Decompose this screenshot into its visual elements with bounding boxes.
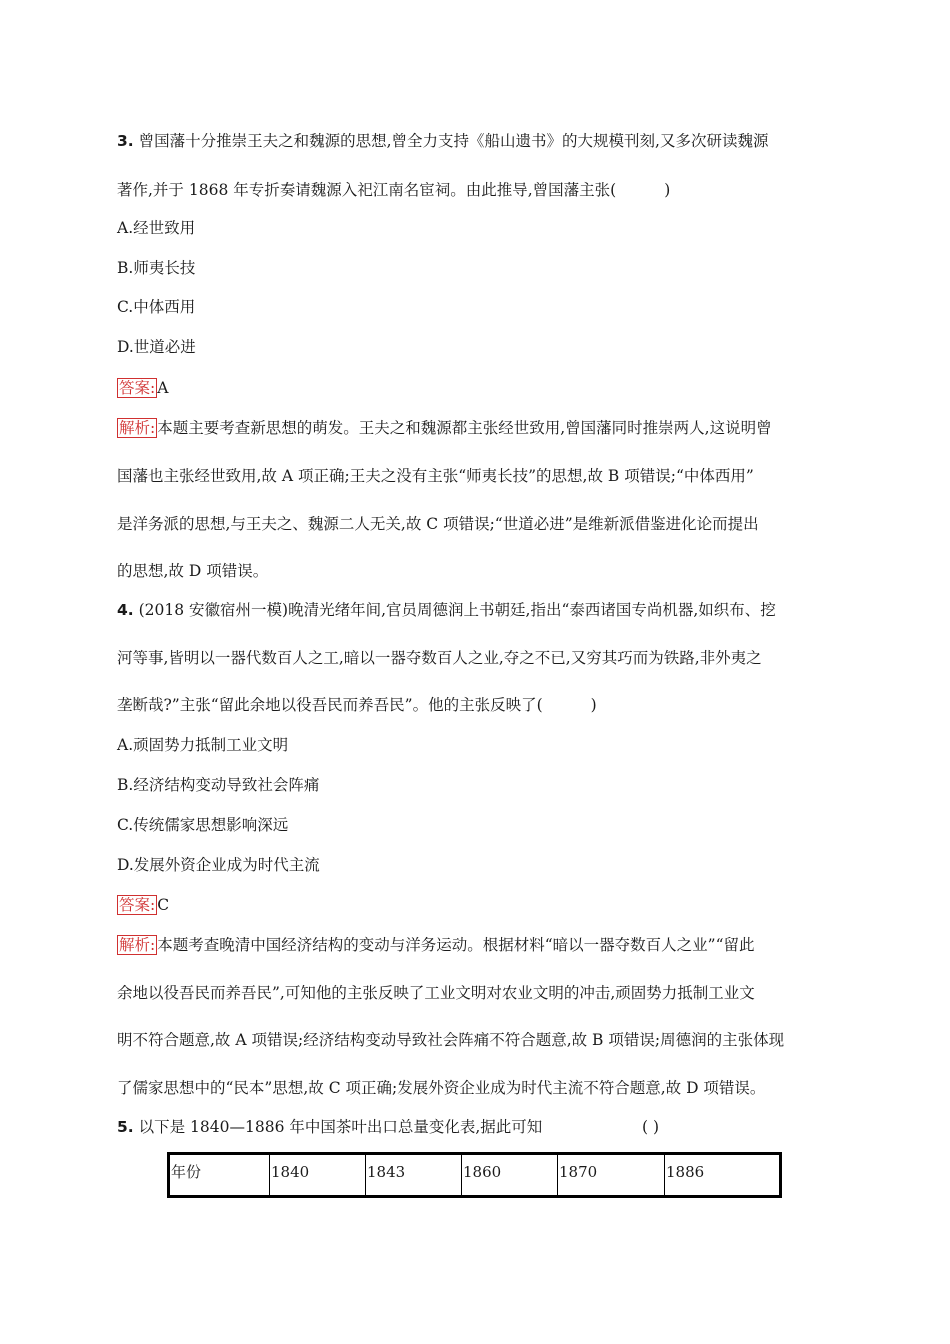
q3-analysis-label: 解析:	[119, 419, 156, 437]
q4-close-paren: )	[590, 696, 597, 714]
q4-stem-line-1	[117, 600, 776, 620]
q4-option-a: A.顽固势力抵制工业文明	[117, 736, 289, 754]
q3-analysis-line-2: 国藩也主张经世致用,故 A 项正确;王夫之没有主张“师夷长技”的思想,故 B 项错误;“中体西用”	[117, 467, 754, 485]
q3-stem-line-2	[117, 180, 670, 200]
q3-analysis-text-1: 本题主要考查新思想的萌发。王夫之和魏源都主张经世致用,曾国藩同时推崇两人,这说明曾	[157, 419, 772, 437]
q3-answer-label: 答案:	[119, 379, 156, 397]
q4-answer-label: 答案:	[119, 896, 156, 914]
q3-option-c: C.中体西用	[117, 298, 196, 316]
q5-stem-line-1	[117, 1117, 542, 1137]
q4-analysis-line-3: 明不符合题意,故 A 项错误;经济结构变动导致社会阵痛不符合题意,故 B 项错误;周德润的主张体现	[117, 1031, 785, 1049]
q4-number: 4.	[117, 601, 134, 619]
q4-option-c: C.传统儒家思想影响深远	[117, 816, 289, 834]
table-cell: 1860	[462, 1154, 558, 1197]
q4-analysis-label: 解析:	[119, 936, 156, 954]
q4-stem-line-3	[117, 695, 597, 715]
q4-stem-line-2: 河等事,皆明以一器代数百人之工,暗以一器夺数百人之业,夺之不已,又穷其巧而为铁路,非外夷之	[117, 649, 762, 667]
q4-answer-value: C	[157, 896, 170, 914]
q3-close-paren: )	[664, 181, 671, 199]
q3-stem-text-1: 曾国藩十分推崇王夫之和魏源的思想,曾全力支持《船山遗书》的大规模刊刻,又多次研读魏源	[138, 132, 769, 150]
q3-analysis-line-1	[117, 418, 772, 438]
q3-number: 3.	[117, 132, 134, 150]
q4-analysis-line-4: 了儒家思想中的“民本”思想,故 C 项正确;发展外资企业成为时代主流不符合题意,故 D 项错误。	[117, 1079, 766, 1097]
q3-option-d: D.世道必进	[117, 338, 196, 356]
q3-answer-value: A	[157, 379, 169, 397]
q4-analysis-text-1: 本题考查晚清中国经济结构的变动与洋务运动。根据材料“暗以一器夺数百人之业”“留此	[157, 936, 755, 954]
q3-stem-text-2: 著作,并于 1868 年专折奏请魏源入祀江南名宦祠。由此推导,曾国藩主张(	[117, 181, 617, 199]
table-cell: 1870	[558, 1154, 665, 1197]
table-cell-header: 年份	[169, 1154, 270, 1197]
table-cell: 1843	[366, 1154, 462, 1197]
q3-analysis-line-4: 的思想,故 D 项错误。	[117, 562, 269, 580]
q5-stem-text-1: 以下是 1840—1886 年中国茶叶出口总量变化表,据此可知	[138, 1118, 543, 1136]
q5-answer-paren: ( )	[642, 1118, 660, 1136]
q4-option-b: B.经济结构变动导致社会阵痛	[117, 776, 320, 794]
q3-option-a: A.经世致用	[117, 219, 196, 237]
q4-answer	[117, 895, 169, 915]
table-cell: 1840	[270, 1154, 366, 1197]
q4-option-d: D.发展外资企业成为时代主流	[117, 856, 320, 874]
tea-export-table	[167, 1152, 782, 1198]
q4-stem-text-3: 垄断哉?”主张“留此余地以役吾民而养吾民”。他的主张反映了(	[117, 696, 543, 714]
table-row	[169, 1154, 781, 1197]
q4-analysis-line-1	[117, 935, 755, 955]
q4-stem-text-1: (2018 安徽宿州一模)晚清光绪年间,官员周德润上书朝廷,指出“泰西诸国专尚机器,如织布、挖	[138, 601, 776, 619]
q3-answer	[117, 378, 168, 398]
q3-analysis-line-3: 是洋务派的思想,与王夫之、魏源二人无关,故 C 项错误;“世道必进”是维新派借鉴进化论而提出	[117, 515, 759, 533]
q4-analysis-line-2: 余地以役吾民而养吾民”,可知他的主张反映了工业文明对农业文明的冲击,顽固势力抵制工业文	[117, 984, 755, 1002]
q5-number: 5.	[117, 1118, 134, 1136]
q3-option-b: B.师夷长技	[117, 259, 196, 277]
table-cell: 1886	[665, 1154, 781, 1197]
q3-stem-line-1	[117, 131, 768, 151]
